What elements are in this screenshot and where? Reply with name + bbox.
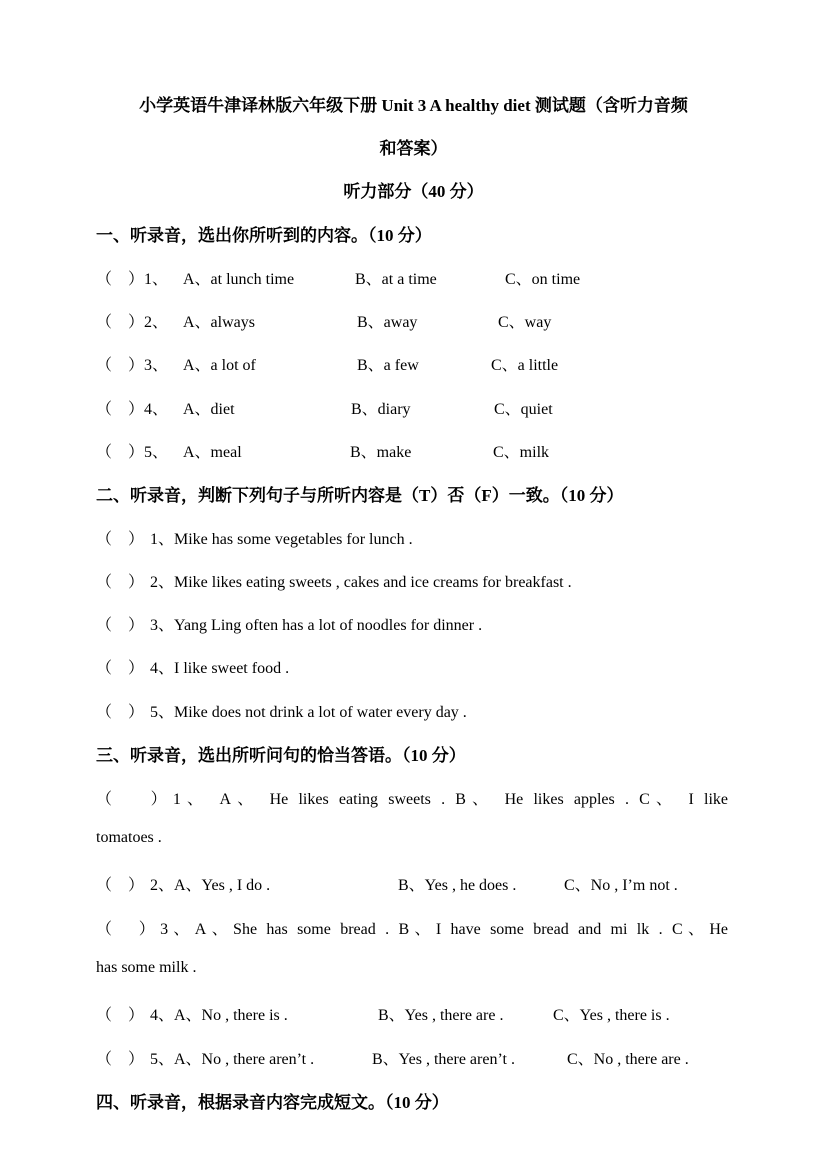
answer-paren: （ ） xyxy=(96,271,145,288)
section3-question-3-line1: （ ）3、A、She has some bread . B、I have some bread and mi lk . C、He xyxy=(96,921,728,938)
option-b: B、Yes , there aren’t . xyxy=(372,1051,515,1068)
option-a: A、diet xyxy=(183,401,235,418)
section1-heading: 一、听录音，选出你所听到的内容。（10 分） xyxy=(96,226,432,245)
option-a: A、always xyxy=(183,314,255,331)
section2-question-5 xyxy=(96,699,467,722)
option-a: A、meal xyxy=(183,444,242,461)
section1-question-3 xyxy=(96,352,559,375)
option-a: 2、A、Yes , I do . xyxy=(150,877,271,894)
section1-question-4 xyxy=(96,396,553,419)
answer-paren: （ ） xyxy=(96,704,145,721)
answer-paren: （ ） xyxy=(96,660,145,677)
option-c: C、No , there are . xyxy=(567,1051,689,1068)
option-c: C、on time xyxy=(505,271,581,288)
document-title-line1: 小学英语牛津译林版六年级下册 Unit 3 A healthy diet 测试题（含听力音频 xyxy=(139,96,688,115)
section2-question-1 xyxy=(96,526,413,549)
answer-paren: （ ） xyxy=(96,574,145,591)
question-number: 5、 xyxy=(144,444,169,461)
statement-text: 3、Yang Ling often has a lot of noodles for dinner . xyxy=(150,617,483,634)
statement-text: 4、I like sweet food . xyxy=(150,660,290,677)
statement-text: 1、Mike has some vegetables for lunch . xyxy=(150,531,413,548)
document-title-line2: 和答案） xyxy=(379,139,448,158)
option-c: C、way xyxy=(498,314,552,331)
option-c: C、quiet xyxy=(494,401,553,418)
section1-question-1 xyxy=(96,266,581,289)
statement-text: 2、Mike likes eating sweets , cakes and ice creams for breakfast . xyxy=(150,574,572,591)
option-b: B、at a time xyxy=(355,271,437,288)
section4-heading: 四、听录音，根据录音内容完成短文。（10 分） xyxy=(96,1093,449,1112)
answer-paren: （ ） xyxy=(96,617,145,634)
option-b: B、a few xyxy=(357,357,419,374)
section1-question-5 xyxy=(96,439,550,462)
question-number: 1、 xyxy=(144,271,169,288)
option-a: 4、A、No , there is . xyxy=(150,1007,288,1024)
section1-question-2 xyxy=(96,309,552,332)
section3-question-1-line1: （ ）1、 A、 He likes eating sweets . B、 He likes apples . C、 I like xyxy=(96,791,728,808)
answer-paren: （ ） xyxy=(96,357,145,374)
section3-heading: 三、听录音，选出所听问句的恰当答语。（10 分） xyxy=(96,746,466,765)
question-number: 3、 xyxy=(144,357,169,374)
option-c: C、milk xyxy=(493,444,550,461)
question-number: 4、 xyxy=(144,401,169,418)
question-number: 2、 xyxy=(144,314,169,331)
section3-question-4 xyxy=(96,1002,670,1025)
option-b: B、diary xyxy=(351,401,411,418)
answer-paren: （ ） xyxy=(96,401,145,418)
option-c: C、a little xyxy=(491,357,559,374)
section3-question-3-line2: has some milk . xyxy=(96,959,197,976)
option-b: B、make xyxy=(350,444,412,461)
section2-question-2 xyxy=(96,569,572,592)
statement-text: 5、Mike does not drink a lot of water every day . xyxy=(150,704,467,721)
answer-paren: （ ） xyxy=(96,1007,145,1024)
option-a: A、a lot of xyxy=(183,357,256,374)
option-c: C、No , I’m not . xyxy=(564,877,678,894)
option-b: B、away xyxy=(357,314,418,331)
section2-question-3 xyxy=(96,612,482,635)
section3-question-2 xyxy=(96,872,678,895)
answer-paren: （ ） xyxy=(96,1051,145,1068)
option-b: B、Yes , he does . xyxy=(398,877,517,894)
answer-paren: （ ） xyxy=(96,531,145,548)
section3-question-5 xyxy=(96,1046,689,1069)
answer-paren: （ ） xyxy=(96,314,145,331)
section2-question-4 xyxy=(96,655,289,678)
option-b: B、Yes , there are . xyxy=(378,1007,504,1024)
listening-part-subtitle: 听力部分（40 分） xyxy=(343,182,484,201)
option-a: 5、A、No , there aren’t . xyxy=(150,1051,315,1068)
section3-question-1-line2: tomatoes . xyxy=(96,829,162,846)
option-a: A、at lunch time xyxy=(183,271,295,288)
answer-paren: （ ） xyxy=(96,444,145,461)
section2-heading: 二、听录音，判断下列句子与所听内容是（T）否（F）一致。（10 分） xyxy=(96,486,624,505)
answer-paren: （ ） xyxy=(96,877,145,894)
option-c: C、Yes , there is . xyxy=(553,1007,670,1024)
